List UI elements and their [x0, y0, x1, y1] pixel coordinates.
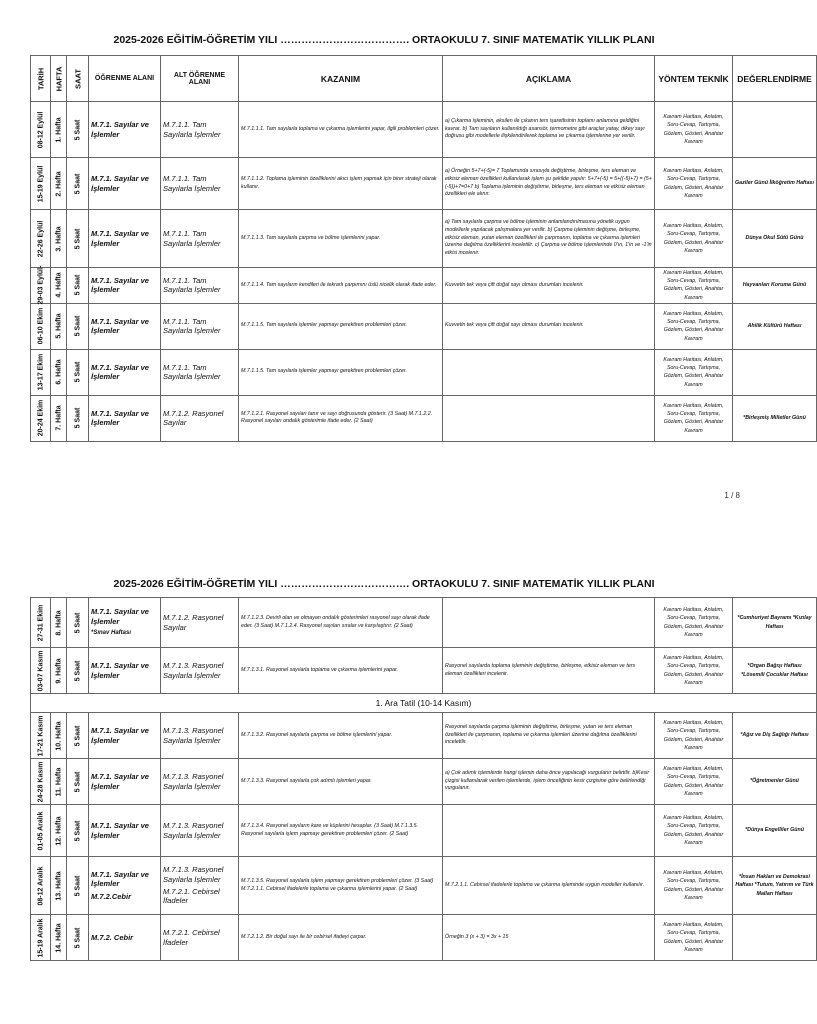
cell-aciklama: M.7.2.1.1. Cebirsel ifadelerle toplama ve çıkarma işleminde uygun modeller kullanılır.	[443, 857, 655, 915]
holiday-row	[31, 694, 817, 713]
cell-hafta: 6. Hafta	[51, 349, 67, 395]
cell-saat: 5 Saat	[67, 598, 89, 648]
cell-kazanim: M.7.1.1.5. Tam sayılarla işlemler yapmayı gerektiren problemleri çözer.	[239, 303, 443, 349]
cell-alt-ogrenme-alani: M.7.1.1. Tam Sayılarla İşlemler	[161, 268, 239, 304]
table-row	[31, 210, 817, 268]
cell-kazanim: M.7.1.3.3. Rasyonel sayılarla çok adımlı işlemleri yapar.	[239, 759, 443, 805]
cell-hafta: 11. Hafta	[51, 759, 67, 805]
cell-hafta: 8. Hafta	[51, 598, 67, 648]
plan-table-page-1	[30, 55, 817, 442]
cell-degerlendirme: *Cumhuriyet Bayramı *Kızılay Haftası	[733, 598, 817, 648]
cell-aciklama: Kuvvetin tek veya çift doğal sayı olması durumları incelenir.	[443, 268, 655, 304]
table-row	[31, 759, 817, 805]
cell-alt-ogrenme-alani: M.7.2.1. Cebirsel İfadeler	[161, 915, 239, 961]
cell-ogrenme-alani: M.7.1. Sayılar ve İşlemler	[89, 648, 161, 694]
cell-yontem-teknik: Kavram Haritası, Anlatım, Soru-Cevap, Tartışma, Gözlem, Gösteri, Anahtar Kavram	[655, 102, 733, 158]
cell-saat: 5 Saat	[67, 210, 89, 268]
cell-tarih: 15-19 Eylül	[31, 158, 51, 210]
table-row	[31, 349, 817, 395]
cell-hafta: 7. Hafta	[51, 395, 67, 441]
cell-aciklama: a) Tam sayılarla çarpma ve bölme işleminin anlamlandırılmasına yönelik uygun modellerle yapılacak çalışmalara yer verilir. b) Çarpma işleminin değişme, birleşme, etkisiz eleman, yutan eleman özellikleri ile çarpmanın, toplama ve çıkarma işlemleri üzerine dağılma özelliklerini inceletilir. c) Çarpma ve bölme işlemlerinde 0'ın, 1'in ve -1'in etkisi incelenir.	[443, 210, 655, 268]
cell-hafta: 1. Hafta	[51, 102, 67, 158]
table-row	[31, 598, 817, 648]
cell-kazanim: M.7.1.3.4. Rasyonel sayıların kare ve küplerini hesaplar. (3 Saat) M.7.1.3.5. Rasyonel sayılarla işlem yapmayı gerektiren problemleri çözer. (2 Saat)	[239, 805, 443, 857]
cell-degerlendirme: Ahilik Kültürü Haftası	[733, 303, 817, 349]
header-degerlendirme: DEĞERLENDİRME	[733, 56, 817, 102]
page-title: 2025-2026 EĞİTİM-ÖĞRETİM YILI ………………………………. ORTAOKULU 7. SINIF MATEMATİK YILLIK PLANI	[113, 34, 655, 46]
cell-kazanim: M.7.1.1.2. Toplama işleminin özelliklerini akıcı işlem yapmak için birer strateji olarak kullanır.	[239, 158, 443, 210]
cell-tarih: 01-05 Aralık	[31, 805, 51, 857]
header-tarih: TARİH	[31, 56, 51, 102]
cell-tarih: 29-03 Eylül-	[31, 268, 51, 304]
cell-aciklama: Örneğin 3 (x + 3) = 3x + 15	[443, 915, 655, 961]
cell-saat: 5 Saat	[67, 268, 89, 304]
cell-degerlendirme: *Ağız ve Diş Sağlığı Haftası	[733, 713, 817, 759]
table-row	[31, 303, 817, 349]
cell-ogrenme-alani: M.7.1. Sayılar ve İşlemler	[89, 102, 161, 158]
cell-aciklama: Rasyonel sayılarda toplama işleminin değiştirme, birleşme, etkisiz eleman ve ters eleman özellikleri incelenir.	[443, 648, 655, 694]
cell-hafta: 9. Hafta	[51, 648, 67, 694]
cell-tarih: 03-07 Kasım	[31, 648, 51, 694]
cell-hafta: 13. Hafta	[51, 857, 67, 915]
cell-alt-ogrenme-alani: M.7.1.2. Rasyonel Sayılar	[161, 395, 239, 441]
cell-ogrenme-alani: M.7.1. Sayılar ve İşlemler	[89, 395, 161, 441]
cell-yontem-teknik: Kavram Haritası, Anlatım, Soru-Cevap, Tartışma, Gözlem, Gösteri, Anahtar Kavram	[655, 303, 733, 349]
cell-ogrenme-alani: M.7.1. Sayılar ve İşlemler	[89, 303, 161, 349]
cell-aciklama	[443, 395, 655, 441]
cell-tarih: 22-26 Eylül	[31, 210, 51, 268]
cell-tarih: 17-21 Kasım	[31, 713, 51, 759]
cell-kazanim: M.7.1.3.1. Rasyonel sayılarla toplama ve çıkarma işlemlerini yapar.	[239, 648, 443, 694]
cell-tarih: 20-24 Ekim	[31, 395, 51, 441]
cell-kazanim: M.7.1.2.3. Devirli olan ve olmayan ondalık gösterimleri rasyonel sayı olarak ifade eder. (3 Saat) M.7.1.2.4. Rasyonel sayıları sıralar ve karşılaştırır. (2 Saat)	[239, 598, 443, 648]
cell-yontem-teknik: Kavram Haritası, Anlatım, Soru-Cevap, Tartışma, Gözlem, Gösteri, Anahtar Kavram	[655, 648, 733, 694]
cell-saat: 5 Saat	[67, 648, 89, 694]
cell-hafta: 10. Hafta	[51, 713, 67, 759]
cell-yontem-teknik: Kavram Haritası, Anlatım, Soru-Cevap, Tartışma, Gözlem, Gösteri, Anahtar Kavram	[655, 805, 733, 857]
cell-saat: 5 Saat	[67, 303, 89, 349]
table-row	[31, 857, 817, 915]
cell-kazanim: M.7.1.3.2. Rasyonel sayılarla çarpma ve bölme işlemlerini yapar.	[239, 713, 443, 759]
cell-aciklama	[443, 349, 655, 395]
table-row	[31, 648, 817, 694]
cell-tarih: 08-12 Eylül	[31, 102, 51, 158]
page-number: 1 / 8	[724, 491, 740, 500]
cell-degerlendirme: Hayvanları Koruma Günü	[733, 268, 817, 304]
cell-tarih: 27-31 Ekim	[31, 598, 51, 648]
cell-ogrenme-alani: M.7.1. Sayılar ve İşlemler *Sınav Haftası	[89, 598, 161, 648]
cell-kazanim: M.7.1.1.5. Tam sayılarla işlemler yapmayı gerektiren problemleri çözer.	[239, 349, 443, 395]
cell-degerlendirme: *Birleşmiş Milletler Günü	[733, 395, 817, 441]
table-row	[31, 158, 817, 210]
cell-kazanim: M.7.1.3.5. Rasyonel sayılarla işlem yapmayı gerektiren problemleri çözer. (3 Saat) M.7.2.1.1. Cebirsel ifadelerle toplama ve çıkarma işlemlerini yapar. (2 Saat)	[239, 857, 443, 915]
table-row	[31, 915, 817, 961]
cell-kazanim: M.7.2.1.2. Bir doğal sayı ile bir cebirsel ifadeyi çarpar.	[239, 915, 443, 961]
cell-degerlendirme: *Organ Bağışı Haftası *Lösemili Çocuklar Haftası	[733, 648, 817, 694]
cell-degerlendirme: *Dünya Engelliler Günü	[733, 805, 817, 857]
header-ogrenme-alani: ÖĞRENME ALANI	[89, 56, 161, 102]
cell-aciklama	[443, 805, 655, 857]
cell-saat: 5 Saat	[67, 759, 89, 805]
cell-degerlendirme: Dünya Okul Sütü Günü	[733, 210, 817, 268]
cell-tarih: 24-28 Kasım	[31, 759, 51, 805]
table-row	[31, 102, 817, 158]
cell-saat: 5 Saat	[67, 395, 89, 441]
cell-tarih: 08-12 Aralık	[31, 857, 51, 915]
cell-tarih: 06-10 Ekim	[31, 303, 51, 349]
cell-hafta: 4. Hafta	[51, 268, 67, 304]
cell-ogrenme-alani: M.7.1. Sayılar ve İşlemler	[89, 713, 161, 759]
cell-alt-ogrenme-alani: M.7.1.3. Rasyonel Sayılarla İşlemler	[161, 648, 239, 694]
cell-yontem-teknik: Kavram Haritası, Anlatım, Soru-Cevap, Tartışma, Gözlem, Gösteri, Anahtar Kavram	[655, 759, 733, 805]
table-row	[31, 805, 817, 857]
cell-aciklama: a) Çıkarma işleminin, eksilen ile çıkanın ters işaretlisinin toplamı anlamına geldiğini kavrar. b) Tam sayıların kullanıldığı asansör, termometre gibi araçlar yatay, dikey sayı doğrusu gibi modellerle ilişkilendirilerek toplama ve çıkarma işlemlerine yer verilir.	[443, 102, 655, 158]
plan-table-page-2	[30, 597, 817, 961]
cell-degerlendirme	[733, 349, 817, 395]
cell-yontem-teknik: Kavram Haritası, Anlatım, Soru-Cevap, Tartışma, Gözlem, Gösteri, Anahtar Kavram	[655, 210, 733, 268]
cell-aciklama: Kuvvetin tek veya çift doğal sayı olması durumları incelenir.	[443, 303, 655, 349]
cell-kazanim: M.7.1.2.1. Rasyonel sayıları tanır ve sayı doğrusunda gösterir. (3 Saat) M.7.1.2.2. Rasyonel sayıları ondalık gösterimle ifade eder. (2 Saat)	[239, 395, 443, 441]
cell-yontem-teknik: Kavram Haritası, Anlatım, Soru-Cevap, Tartışma, Gözlem, Gösteri, Anahtar Kavram	[655, 158, 733, 210]
cell-tarih: 15-19 Aralık	[31, 915, 51, 961]
cell-tarih: 13-17 Ekim	[31, 349, 51, 395]
holiday-label: 1. Ara Tatil (10-14 Kasım)	[31, 694, 817, 713]
header-saat: SAAT	[67, 56, 89, 102]
cell-aciklama: a) Çok adımlı işlemlerde hangi işlemin daha önce yapılacağı vurgulanır belirtilir. b)Kesir çizgisi kullanılarak verilen işlemlerde, işlem önceliğinin kesir çizgisine göre belirlendiği vurgulanır.	[443, 759, 655, 805]
header-alt-ogrenme-alani: ALT ÖĞRENME ALANI	[161, 56, 239, 102]
cell-hafta: 2. Hafta	[51, 158, 67, 210]
cell-aciklama: Rasyonel sayılarda çarpma işleminin değiştirme, birleşme, yutan ve ters eleman özellikleri ile çarpmanın, toplama ve çıkarma işlemleri üzerine dağılma özelliklerini inceletilir.	[443, 713, 655, 759]
cell-hafta: 3. Hafta	[51, 210, 67, 268]
cell-hafta: 12. Hafta	[51, 805, 67, 857]
cell-alt-ogrenme-alani: M.7.1.1. Tam Sayılarla İşlemler	[161, 158, 239, 210]
cell-ogrenme-alani: M.7.1. Sayılar ve İşlemler	[89, 210, 161, 268]
cell-ogrenme-alani: M.7.1. Sayılar ve İşlemler	[89, 158, 161, 210]
header-kazanim: KAZANIM	[239, 56, 443, 102]
cell-yontem-teknik: Kavram Haritası, Anlatım, Soru-Cevap, Tartışma, Gözlem, Gösteri, Anahtar Kavram	[655, 713, 733, 759]
cell-ogrenme-alani: M.7.1. Sayılar ve İşlemler M.7.2.Cebir	[89, 857, 161, 915]
table-row	[31, 713, 817, 759]
cell-alt-ogrenme-alani: M.7.1.1. Tam Sayılarla İşlemler	[161, 102, 239, 158]
cell-saat: 5 Saat	[67, 158, 89, 210]
cell-saat: 5 Saat	[67, 713, 89, 759]
cell-alt-ogrenme-alani: M.7.1.3. Rasyonel Sayılarla İşlemler	[161, 805, 239, 857]
cell-degerlendirme	[733, 102, 817, 158]
cell-alt-ogrenme-alani: M.7.1.3. Rasyonel Sayılarla İşlemler M.7.2.1. Cebirsel İfadeler	[161, 857, 239, 915]
cell-alt-ogrenme-alani: M.7.1.3. Rasyonel Sayılarla İşlemler	[161, 713, 239, 759]
table-row	[31, 268, 817, 304]
cell-yontem-teknik: Kavram Haritası, Anlatım, Soru-Cevap, Tartışma, Gözlem, Gösteri, Anahtar Kavram	[655, 349, 733, 395]
cell-kazanim: M.7.1.1.3. Tam sayılarla çarpma ve bölme işlemlerini yapar.	[239, 210, 443, 268]
table-row	[31, 395, 817, 441]
cell-kazanim: M.7.1.1.1. Tam sayılarla toplama ve çıkarma işlemlerini yapar, ilgili problemleri çözer.	[239, 102, 443, 158]
cell-alt-ogrenme-alani: M.7.1.1. Tam Sayılarla İşlemler	[161, 349, 239, 395]
cell-aciklama: a) Örneğin 5+7+(-5)= 7 Toplamında sırasıyla değiştirme, birleşme, ters eleman ve etkisiz eleman özellikleri kullanılarak işlem şu şekilde yapılır: 5+7+(-5) = 5+((-5)+7) = (5+(-5))+7=0+7 b) Toplama işleminin değiştirme, birleşme, ters eleman ve etkisiz eleman özellikleri ele alınır.	[443, 158, 655, 210]
header-aciklama: AÇIKLAMA	[443, 56, 655, 102]
cell-yontem-teknik: Kavram Haritası, Anlatım, Soru-Cevap, Tartışma, Gözlem, Gösteri, Anahtar Kavram	[655, 915, 733, 961]
cell-saat: 5 Saat	[67, 915, 89, 961]
cell-yontem-teknik: Kavram Haritası, Anlatım, Soru-Cevap, Tartışma, Gözlem, Gösteri, Anahtar Kavram	[655, 268, 733, 304]
cell-yontem-teknik: Kavram Haritası, Anlatım, Soru-Cevap, Tartışma, Gözlem, Gösteri, Anahtar Kavram	[655, 395, 733, 441]
cell-hafta: 14. Hafta	[51, 915, 67, 961]
cell-ogrenme-alani: M.7.2. Cebir	[89, 915, 161, 961]
cell-degerlendirme: *İnsan Hakları ve Demokrasi Haftası *Tutum, Yatırım ve Türk Malları Haftası	[733, 857, 817, 915]
header-yontem-teknik: YÖNTEM TEKNİK	[655, 56, 733, 102]
cell-saat: 5 Saat	[67, 857, 89, 915]
cell-ogrenme-alani: M.7.1. Sayılar ve İşlemler	[89, 268, 161, 304]
cell-kazanim: M.7.1.1.4. Tam sayıların kendileri ile tekrarlı çarpımını üslü nicelik olarak ifade eder.	[239, 268, 443, 304]
cell-alt-ogrenme-alani: M.7.1.3. Rasyonel Sayılarla İşlemler	[161, 759, 239, 805]
cell-alt-ogrenme-alani: M.7.1.1. Tam Sayılarla İşlemler	[161, 210, 239, 268]
page-title-2: 2025-2026 EĞİTİM-ÖĞRETİM YILI ………………………………. ORTAOKULU 7. SINIF MATEMATİK YILLIK PLANI	[113, 578, 655, 590]
cell-saat: 5 Saat	[67, 349, 89, 395]
cell-saat: 5 Saat	[67, 805, 89, 857]
cell-ogrenme-alani: M.7.1. Sayılar ve İşlemler	[89, 805, 161, 857]
cell-ogrenme-alani: M.7.1. Sayılar ve İşlemler	[89, 349, 161, 395]
cell-yontem-teknik: Kavram Haritası, Anlatım, Soru-Cevap, Tartışma, Gözlem, Gösteri, Anahtar Kavram	[655, 598, 733, 648]
table-header-row	[31, 56, 817, 102]
cell-alt-ogrenme-alani: M.7.1.2. Rasyonel Sayılar	[161, 598, 239, 648]
cell-aciklama	[443, 598, 655, 648]
cell-ogrenme-alani: M.7.1. Sayılar ve İşlemler	[89, 759, 161, 805]
cell-hafta: 5. Hafta	[51, 303, 67, 349]
header-hafta: HAFTA	[51, 56, 67, 102]
cell-alt-ogrenme-alani: M.7.1.1. Tam Sayılarla İşlemler	[161, 303, 239, 349]
cell-degerlendirme: *Öğretmenler Günü	[733, 759, 817, 805]
cell-degerlendirme	[733, 915, 817, 961]
cell-saat: 5 Saat	[67, 102, 89, 158]
cell-degerlendirme: Gaziler Günü İlköğretim Haftası	[733, 158, 817, 210]
cell-yontem-teknik: Kavram Haritası, Anlatım, Soru-Cevap, Tartışma, Gözlem, Gösteri, Anahtar Kavram	[655, 857, 733, 915]
